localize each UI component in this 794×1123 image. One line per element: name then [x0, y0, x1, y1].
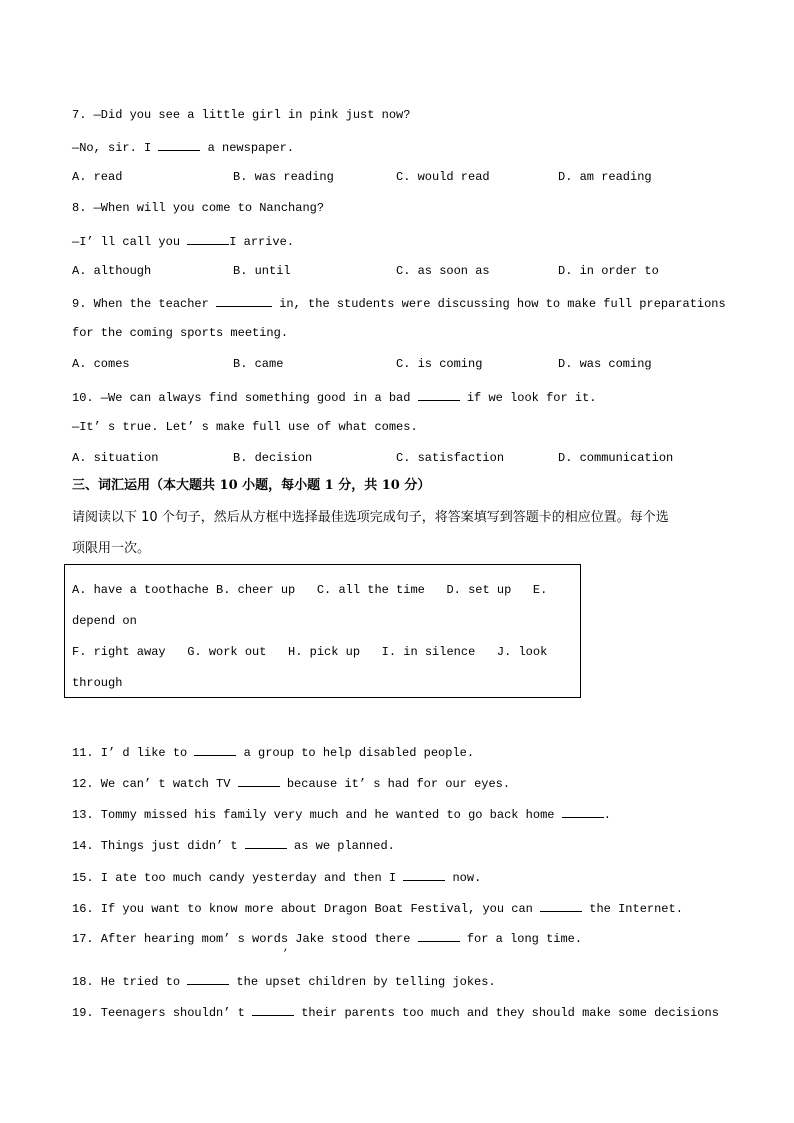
- answer-blank: [418, 388, 460, 401]
- question-7-response-pre: —No, sir. I: [72, 141, 159, 155]
- question-text-post: the Internet.: [582, 902, 683, 916]
- question-9-stem-cont: for the coming sports meeting.: [72, 326, 289, 340]
- question-text-pre: 15. I ate too much candy yesterday and then I: [72, 871, 404, 885]
- word-bank-line: F. right away G. work out H. pick up I. in silence J. look: [72, 645, 548, 659]
- question-15: [72, 868, 481, 884]
- question-12: [72, 774, 510, 790]
- answer-blank: [245, 836, 287, 849]
- word-bank-line: through: [72, 676, 123, 690]
- option-b: B. until: [233, 264, 291, 278]
- question-text-pre: 12. We can’ t watch TV: [72, 777, 238, 791]
- question-13: [72, 805, 611, 821]
- question-16: [72, 899, 683, 915]
- question-7-response: [72, 138, 294, 154]
- question-7-response-post: a newspaper.: [200, 141, 295, 155]
- question-8-stem: 8. —When will you come to Nanchang?: [72, 201, 325, 215]
- question-text-post: for a long time.: [459, 932, 583, 946]
- answer-blank: [187, 232, 229, 245]
- question-8-response: [72, 232, 294, 248]
- question-8-response-post: I arrive.: [229, 235, 295, 249]
- option-b: B. was reading: [233, 170, 334, 184]
- question-text-pre: 18. He tried to: [72, 975, 188, 989]
- answer-blank: [252, 1003, 294, 1016]
- answer-blank: [194, 743, 236, 756]
- question-text-pre: 13. Tommy missed his family very much and he wanted to go back home: [72, 808, 562, 822]
- question-9-stem-post: in, the students were discussing how to make full preparations: [272, 297, 726, 311]
- option-c: C. satisfaction: [396, 451, 505, 465]
- question-7-options: [72, 169, 692, 185]
- option-a: A. situation: [72, 451, 159, 465]
- question-text-pre: 16. If you want to know more about Dragon Boat Festival, you can: [72, 902, 541, 916]
- option-d: D. am reading: [558, 170, 652, 184]
- question-8-options: [72, 263, 692, 279]
- question-text-post: because it’ s had for our eyes.: [279, 777, 511, 791]
- stray-comma-mark: ,: [283, 943, 290, 954]
- question-text-post: .: [603, 808, 611, 822]
- question-9-stem-pre: 9. When the teacher: [72, 297, 217, 311]
- answer-blank: [562, 805, 604, 818]
- answer-blank: [418, 929, 460, 942]
- question-10-stem-pre: 10. —We can always find something good in a bad: [72, 391, 418, 405]
- question-10-options: [72, 450, 692, 466]
- option-c: C. would read: [396, 170, 490, 184]
- answer-blank: [540, 899, 582, 912]
- word-bank-box: [64, 564, 581, 698]
- question-text-post: their parents too much and they should make some decisions: [294, 1006, 719, 1020]
- question-text-pre: 17. After hearing mom’ s words Jake stood there: [72, 932, 418, 946]
- option-d: D. was coming: [558, 357, 652, 371]
- word-bank-line: A. have a toothache B. cheer up C. all the time D. set up E.: [72, 583, 548, 597]
- answer-blank: [403, 868, 445, 881]
- question-text-post: the upset children by telling jokes.: [229, 975, 496, 989]
- answer-blank: [158, 138, 200, 151]
- section-3-title: 三、词汇运用（本大题共 10 小题，每小题 1 分，共 10 分）: [72, 478, 431, 493]
- question-10-response: —It’ s true. Let’ s make full use of what comes.: [72, 420, 418, 434]
- question-text-post: now.: [445, 871, 482, 885]
- question-text-post: a group to help disabled people.: [236, 746, 475, 760]
- question-19: [72, 1003, 719, 1019]
- question-10-stem: [72, 388, 596, 404]
- question-text-pre: 11. I’ d like to: [72, 746, 195, 760]
- question-11: [72, 743, 474, 759]
- question-7-stem: 7. —Did you see a little girl in pink just now?: [72, 108, 411, 122]
- answer-blank: [216, 294, 272, 307]
- word-bank-line: depend on: [72, 614, 137, 628]
- option-d: D. in order to: [558, 264, 659, 278]
- option-a: A. although: [72, 264, 152, 278]
- question-9-options: [72, 356, 692, 372]
- question-17: [72, 929, 582, 945]
- option-a: A. comes: [72, 357, 130, 371]
- option-c: C. is coming: [396, 357, 483, 371]
- section-3-instruction: 请阅读以下 10 个句子，然后从方框中选择最佳选项完成句子，将答案填写到答题卡的相应位置。每个选: [72, 510, 669, 525]
- option-a: A. read: [72, 170, 123, 184]
- question-10-stem-post: if we look for it.: [459, 391, 597, 405]
- question-14: [72, 836, 395, 852]
- answer-blank: [238, 774, 280, 787]
- question-8-response-pre: —I’ ll call you: [72, 235, 188, 249]
- option-b: B. decision: [233, 451, 313, 465]
- question-text-pre: 14. Things just didn’ t: [72, 839, 245, 853]
- option-c: C. as soon as: [396, 264, 490, 278]
- question-18: [72, 972, 496, 988]
- section-3-instruction-cont: 项限用一次。: [72, 541, 151, 556]
- question-text-post: as we planned.: [286, 839, 395, 853]
- question-text-pre: 19. Teenagers shouldn’ t: [72, 1006, 253, 1020]
- answer-blank: [187, 972, 229, 985]
- option-d: D. communication: [558, 451, 674, 465]
- question-9-stem: [72, 294, 726, 310]
- option-b: B. came: [233, 357, 284, 371]
